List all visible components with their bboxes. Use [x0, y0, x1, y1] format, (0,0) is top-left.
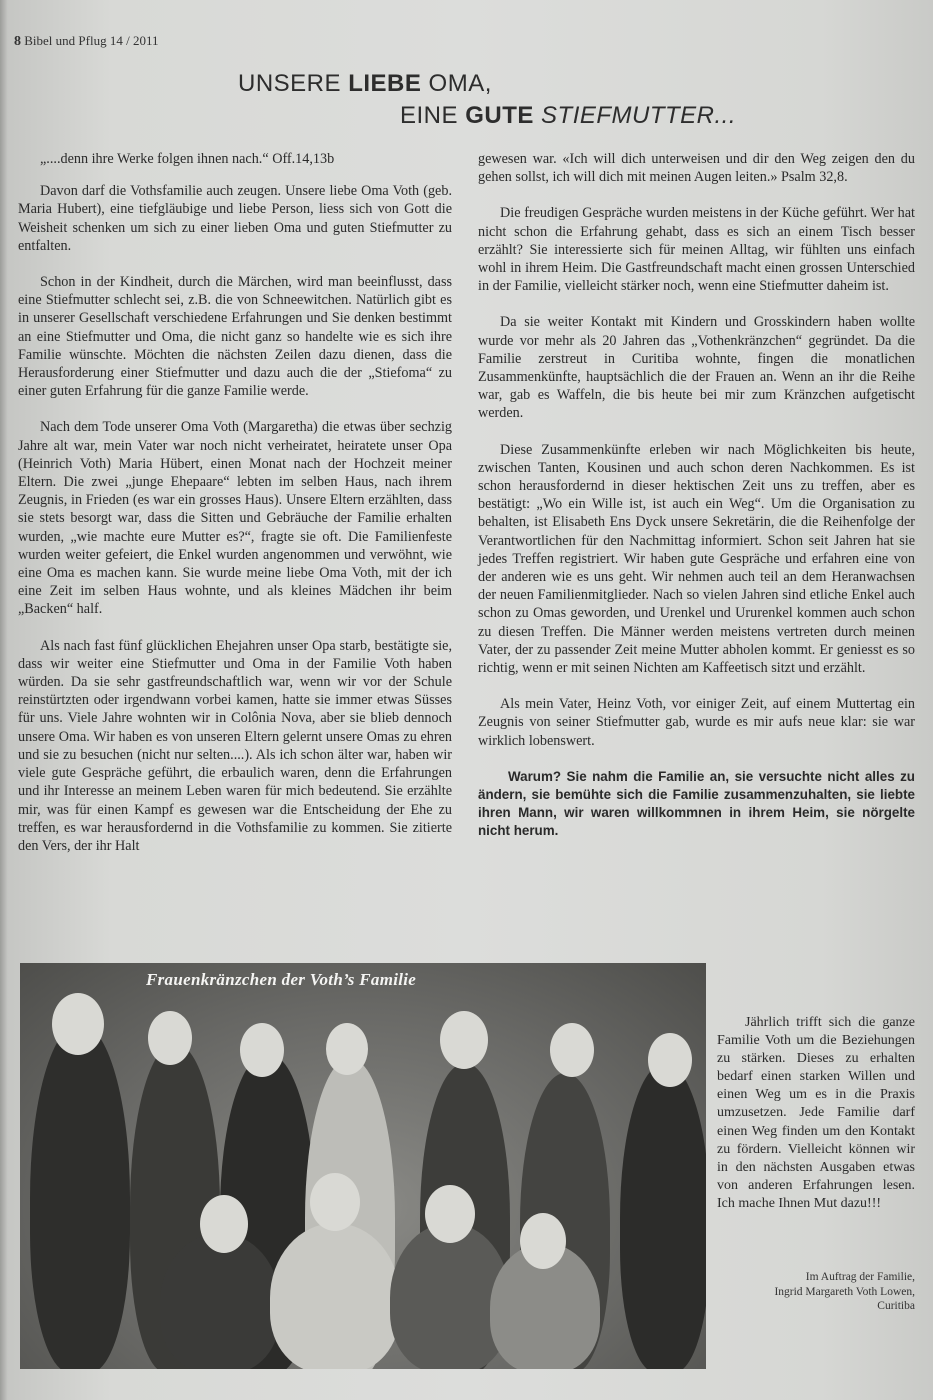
title-line-2: EINE GUTE STIEFMUTTER... — [400, 102, 737, 129]
side-column — [717, 1014, 915, 1213]
paragraph: Jährlich trifft sich die ganze Familie Voth um die Beziehungen zu stärken. Dieses zu erhalten bedarf einen starken Willen und einen Weg um es in die Praxis umzusetzen. Jede Familie darf einen Weg finden um den Kontakt zu fördern. Vielleicht können wir in den nächsten Ausgaben etwas von anderen Erfahrungen lesen. Ich mache Ihnen Mut dazu!!! — [717, 1015, 915, 1211]
photo-face — [425, 1185, 475, 1243]
paragraph: Als mein Vater, Heinz Voth, vor einiger Zeit, auf einem Muttertag ein Zeugnis von seiner Stiefmutter gab, wurde es mir aufs neue klar: sie war wirklich lobenswert. — [478, 696, 915, 749]
photo-face — [326, 1023, 368, 1075]
paragraph: Nach dem Tode unserer Oma Voth (Margaretha) die etwas über sechzig Jahre alt war, mein Vater war noch nicht verheiratet, heiratete unser Opa (Heinrich Voth) Maria Hübert, einen Monat nach der Hochzeit meiner Eltern. Die zwei „junge Ehepaare“ lebten im selben Haus, nach ihrem Zeugnis, in Frieden (es war ein grosses Haus). Unsere Eltern erzählten, dass sie stets besorgt war, dass die Sitten und Gebräuche der Familie erhalten wurden, „wie machte eure Mutter es?“, fragte sie oft. Die Familienfeste wurden weiter gefeiert, die Enkel wurden angenommen und verwöhnt, wie eine Oma es machen kann. Sie wurde meine liebe Oma Voth, mit der ich eine Zeit im selben Haus wohnte, und als kleines Mädchen ihr beim „Backen“ half. — [18, 419, 452, 618]
signature-line: Ingrid Margareth Voth Lowen, — [774, 1285, 915, 1298]
photo-figure — [620, 1063, 706, 1369]
page-number: 8 — [14, 34, 21, 49]
photo-caption: Frauenkränzchen der Voth’s Familie — [146, 970, 417, 989]
paragraph: gewesen war. «Ich will dich unterweisen und dir den Weg zeigen den du gehen sollst, ich will dich mit meinen Augen leiten.» Psalm 32,8. — [478, 151, 915, 186]
paragraph: Als nach fast fünf glücklichen Ehejahren unser Opa starb, bestätigte sie, dass wir weiter eine Stiefmutter und Oma in der Familie Voth haben würden. Da sie sehr gastfreundschaftlich war, wenn wir vor der Schule reinstürtzten oder irgendwann vorbei kamen, hatte sie immer etwas Süsses für uns. Viele Jahre wohnten wir in Colônia Nova, aber sie blieb dennoch unsere Oma. Wir haben es von unseren Eltern gelernt unsere Omas zu ehren und sie zu besuchen (nicht nur selten....). Als ich schon älter war, haben wir viele gute Gespräche geführt, die erbaulich waren, denn die Erfahrungen und ihr Interesse an meinem Leben waren für mich bedeutend. Sie erzählte mir, was für einen Kampf es gewesen war die Entscheidung der Ehe zu treffen, es war herausfordernd in die Vothsfamilie zu kommen. Sie zitierte den Vers, der ihr Halt — [18, 637, 452, 854]
photo-face — [440, 1011, 488, 1069]
photo-face — [648, 1033, 692, 1087]
family-photo — [20, 963, 706, 1369]
page-header — [14, 33, 158, 50]
paragraph: Schon in der Kindheit, durch die Märchen, wird man beeinflusst, dass eine Stiefmutter schlecht sei, z.B. die von Schneewitchen. Natürlich gibt es in unserer Gesellschaft verschiedene Erfahrungen und Sie denken bestimmt an eine Stiefmutter und Oma, die nicht ganz so handelte wie es sich ihre Familie wünschte. Möchten die nächsten Zeilen dazu dienen, dass die Herausforderung einer Stiefmutter und dazu auch die der „Stiefoma“ zu einer guten Erfahrung für die ganze Familie werde. — [18, 274, 452, 400]
bold-paragraph: Warum? Sie nahm die Familie an, sie versuchte nicht alles zu ändern, sie bemühte sich die Familie zusammenzuhalten, sie liebte ihren Mann, wir waren willkommnen in ihrem Heim, sie nörgelte nicht herum. — [478, 768, 915, 838]
paragraph: Da sie weiter Kontakt mit Kindern und Grosskindern haben wollte wurde vor mehr als 20 Jahren das „Vothenkränzchen“ gegründet. Da die Familie zerstreut in Curitiba wohnte, fingen die monatlichen Zusammenkünfte, hauptsächlich die der Frauen an. Wenn an ihr die Reihe war, gab es Waffeln, die bis heute bei mir zum Kränzchen aufgetischt werden. — [478, 314, 915, 422]
photo-face — [200, 1195, 248, 1253]
bible-quote: „....denn ihre Werke folgen ihnen nach.“ Off.14,13b — [40, 151, 335, 167]
publication-name: Bibel und Pflug 14 / 2011 — [24, 33, 159, 48]
title-line-1: UNSERE LIEBE OMA, — [238, 70, 492, 97]
signature — [717, 1270, 915, 1314]
photo-face — [240, 1023, 284, 1077]
paragraph: Die freudigen Gespräche wurden meistens in der Küche geführt. Wer hat nicht schon die Erfahrung gehabt, dass es sich an einem Tisch besser erzählt? Sie interessierte sich für meinen Alltag, wir fühlten uns einfach wohl in ihrem Heim. Die Gastfreundschaft macht einen grossen Unterschied in der Familie, vielleicht stärker noch, wenn eine Stiefmutter daheim ist. — [478, 205, 915, 295]
photo-figure — [160, 1233, 280, 1369]
photo-face — [52, 993, 104, 1055]
photo-figure — [270, 1223, 400, 1369]
page-spine — [0, 0, 8, 1400]
photo-face — [310, 1173, 360, 1231]
signature-line: Im Auftrag der Familie, — [805, 1271, 915, 1283]
photo-face — [550, 1023, 594, 1077]
left-column — [18, 150, 452, 873]
photo-face — [520, 1213, 566, 1269]
photo-figure — [30, 1023, 130, 1369]
photo-face — [148, 1011, 192, 1065]
paragraph: Diese Zusammenkünfte erleben wir nach Möglichkeiten bis heute, zwischen Tanten, Kousinen und auch schon deren Nachkommen. Es ist schon herausfordernd in dieser hektischen Zeit uns zu treffen, aber es bestätigt: „Wo ein Wille ist, ist auch ein Weg“. Um die Organisation zu behalten, ist Elisabeth Ens Dyck unsere Sekretärin, die die Reihenfolge der Verantwortlichen für den Nachmittag informiert. Schon seit Jahren hat sie jedes Treffen registriert. Wir haben gute Gespräche und erfahren eine von der anderen wie es uns geht. Wir nehmen auch teil an dem Heranwachsen der neuen Familienmitglieder. Nach so vielen Jahren sind etliche Enkel auch schon zu Omas geworden, und Urenkel und Ururenkel kommen auch schon zu diesen Treffen. Die Männer werden meistens vertreten durch meinen Vater, der zu passender Zeit meine Mutter abholen kommt. Er geniesst es so richtig, wenn er mit seinen Nichten am Kaffeetisch sitzt und erzählt. — [478, 441, 915, 677]
signature-line: Curitiba — [877, 1300, 915, 1312]
right-column — [478, 150, 915, 858]
paragraph: Davon darf die Vothsfamilie auch zeugen. Unsere liebe Oma Voth (geb. Maria Hubert), eine tiefgläubige und liebe Person, liess sich von Gott die Weisheit schenken um sich zu einer lieben Oma und guten Stiefmutter zu entfalten. — [18, 183, 452, 254]
